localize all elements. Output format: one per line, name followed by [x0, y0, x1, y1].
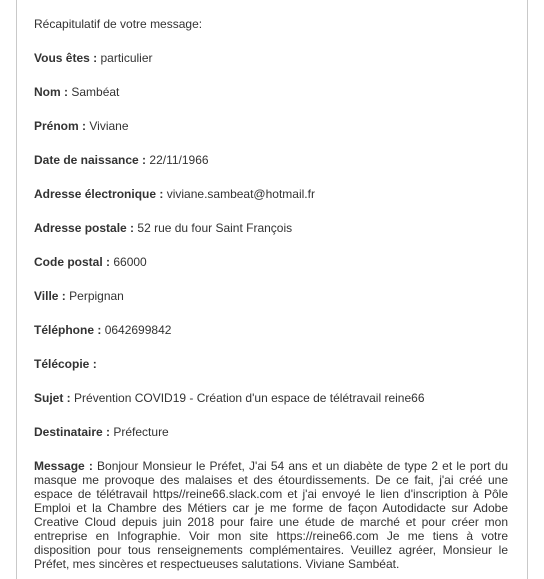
- field-label: Télécopie :: [34, 357, 97, 371]
- field-vous-etes: [34, 51, 153, 65]
- field-value: 52 rue du four Saint François: [137, 221, 293, 235]
- field-label: Code postal :: [34, 255, 111, 269]
- field-label: Sujet :: [34, 391, 71, 405]
- field-destinataire: [34, 425, 169, 439]
- field-code-postal: [34, 255, 147, 269]
- field-adresse-postale: [34, 221, 292, 235]
- field-label: Destinataire :: [34, 425, 111, 439]
- field-label: Adresse électronique :: [34, 187, 164, 201]
- field-label: Prénom :: [34, 119, 87, 133]
- field-value: Prévention COVID19 - Création d'un espace de télétravail reine66: [74, 391, 425, 405]
- field-value: viviane.sambeat@hotmail.fr: [166, 187, 315, 201]
- field-telephone: [34, 323, 171, 337]
- field-label: Ville :: [34, 289, 66, 303]
- field-ville: [34, 289, 124, 303]
- field-value: Préfecture: [113, 425, 169, 439]
- field-value: 0642699842: [104, 323, 172, 337]
- field-value: 66000: [113, 255, 147, 269]
- field-label: Téléphone :: [34, 323, 102, 337]
- field-email: [34, 187, 315, 201]
- field-value: Sambéat: [71, 85, 120, 99]
- field-value: 22/11/1966: [149, 153, 209, 167]
- field-label: Message :: [34, 459, 93, 473]
- field-value: particulier: [100, 51, 153, 65]
- field-nom: [34, 85, 119, 99]
- field-date-naissance: [34, 153, 209, 167]
- field-value: Viviane: [89, 119, 129, 133]
- field-sujet: [34, 391, 425, 405]
- field-label: Vous êtes :: [34, 51, 98, 65]
- field-label: Date de naissance :: [34, 153, 147, 167]
- field-value: Perpignan: [69, 289, 124, 303]
- field-message: [34, 459, 508, 571]
- message-body: Bonjour Monsieur le Préfet, J'ai 54 ans et un diabète de type 2 et le port du masque me provoque des malaises et des étourdissements. De ce fait, j'ai créé une espace de télétravail https//reine66.slack.com et j'ai envoyé le lien d'inscription à Pôle Emploi et la Chambre des Métiers car je me forme de façon Autodidacte sur Adobe Creative Cloud depuis juin 2018 pour faire une étude de marché et pour créer mon entreprise en Infographie. Voir mon site https://reine66.com Je me tiens à votre disposition pour tous renseignements complémentaires. Veuillez agréer, Monsieur le Préfet, mes sincères et respectueuses salutations. Viviane Sambéat.: [34, 459, 509, 571]
- field-label: Adresse postale :: [34, 221, 135, 235]
- field-label: Nom :: [34, 85, 68, 99]
- summary-intro: Récapitulatif de votre message:: [34, 17, 203, 31]
- field-telecopie: [34, 357, 97, 371]
- field-prenom: [34, 119, 129, 133]
